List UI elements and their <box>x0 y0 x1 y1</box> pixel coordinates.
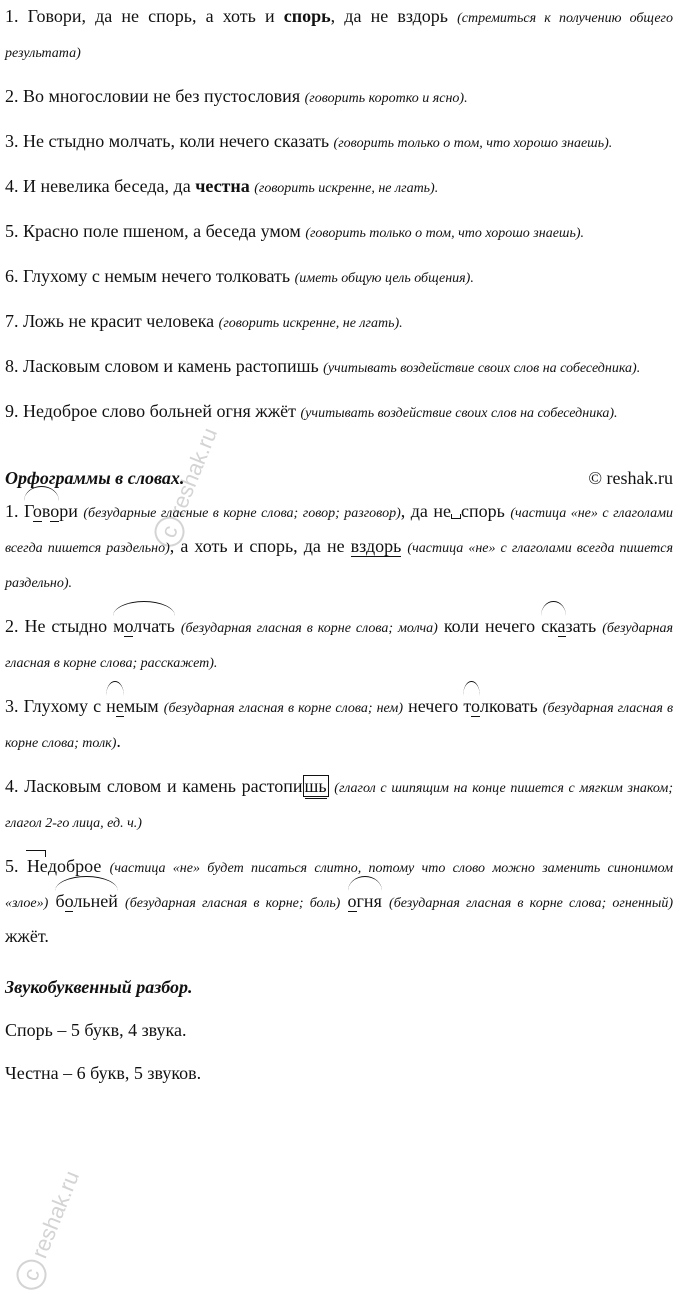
copyright-label: © reshak.ru <box>588 468 673 488</box>
proverb-item: 4. И невелика беседа, да честна (говорить искренне, не лгать). <box>5 176 439 196</box>
sound-analysis-title: Звукобуквенный разбор. <box>5 977 193 997</box>
prefix-mark: Не <box>27 850 48 883</box>
proverb-item: 5. Красно поле пшеном, а беседа умом (говорить только о том, что хорошо знаешь). <box>5 221 585 241</box>
root-arc-mark: огня <box>348 885 382 918</box>
proverb-item: 8. Ласковым словом и камень растопишь (учитывать воздействие своих слов на собеседника). <box>5 356 641 376</box>
root-arc-mark: Гово <box>24 495 59 528</box>
proverb-item: 7. Ложь не красит человека (говорить искренне, не лгать). <box>5 311 403 331</box>
orthogram-item: 3. Глухому с немым (безударная гласная в корне слова; нем) нечего толковать (безударная гласная в корне слова; толк). <box>5 690 673 760</box>
watermark: creshak.ru <box>150 423 225 551</box>
orthograms-heading <box>5 462 673 495</box>
proverb-item: 1. Говори, да не спорь, а хоть и спорь, да не вздорь (стремиться к получению общего результата) <box>5 6 674 61</box>
proverb-item: 6. Глухому с немым нечего толковать (иметь общую цель общения). <box>5 266 474 286</box>
root-arc-mark: молчать <box>113 610 175 643</box>
orthogram-item: 1. Говори (безударные гласные в корне слова; говор; разговор), да не спорь (частица «не» с глаголами всегда пишется раздельно), а хоть и спорь, да не вздорь (частица «не» с глаголами всегда пишется раздельно). <box>5 495 673 600</box>
root-arc-mark: то <box>463 690 480 723</box>
watermark: creshak.ru <box>12 1166 87 1294</box>
root-arc-mark: не <box>106 690 124 723</box>
proverb-item: 3. Не стыдно молчать, коли нечего сказать (говорить только о том, что хорошо знаешь). <box>5 131 613 151</box>
sound-analysis-line: Спорь – 5 букв, 4 звука. <box>5 1020 187 1040</box>
orthogram-item: 2. Не стыдно молчать (безударная гласная в корне слова; молча) коли нечего сказать (безударная гласная в корне слова; расскажет). <box>5 610 673 680</box>
sound-analysis-line: Честна – 6 букв, 5 звуков. <box>5 1063 202 1083</box>
root-arc-mark: ска <box>541 610 565 643</box>
ending-box-mark: шь <box>303 775 329 797</box>
proverb-item: 9. Недоброе слово больней огня жжёт (учитывать воздействие своих слов на собеседника). <box>5 401 618 421</box>
orthograms-title: Орфограммы в словах. <box>5 468 185 488</box>
separate-mark <box>451 514 461 519</box>
proverbs-list <box>5 0 673 440</box>
orthogram-item: 5. Недоброе (частица «не» будет писаться слитно, потому что слово можно заменить синонимом «злое») больней (безударная гласная в корне; боль) огня (безударная гласная в корне слова; огненный) жжёт. <box>5 850 673 953</box>
document-body <box>5 0 673 1090</box>
proverb-item: 2. Во многословии не без пустословия (говорить коротко и ясно). <box>5 86 468 106</box>
orthogram-item: 4. Ласковым словом и камень растопи шь (глагол с шипящим на конце пишется с мягким знаком; глагол 2-го лица, ед. ч.) <box>5 776 673 831</box>
root-arc-mark: больней <box>55 885 117 918</box>
